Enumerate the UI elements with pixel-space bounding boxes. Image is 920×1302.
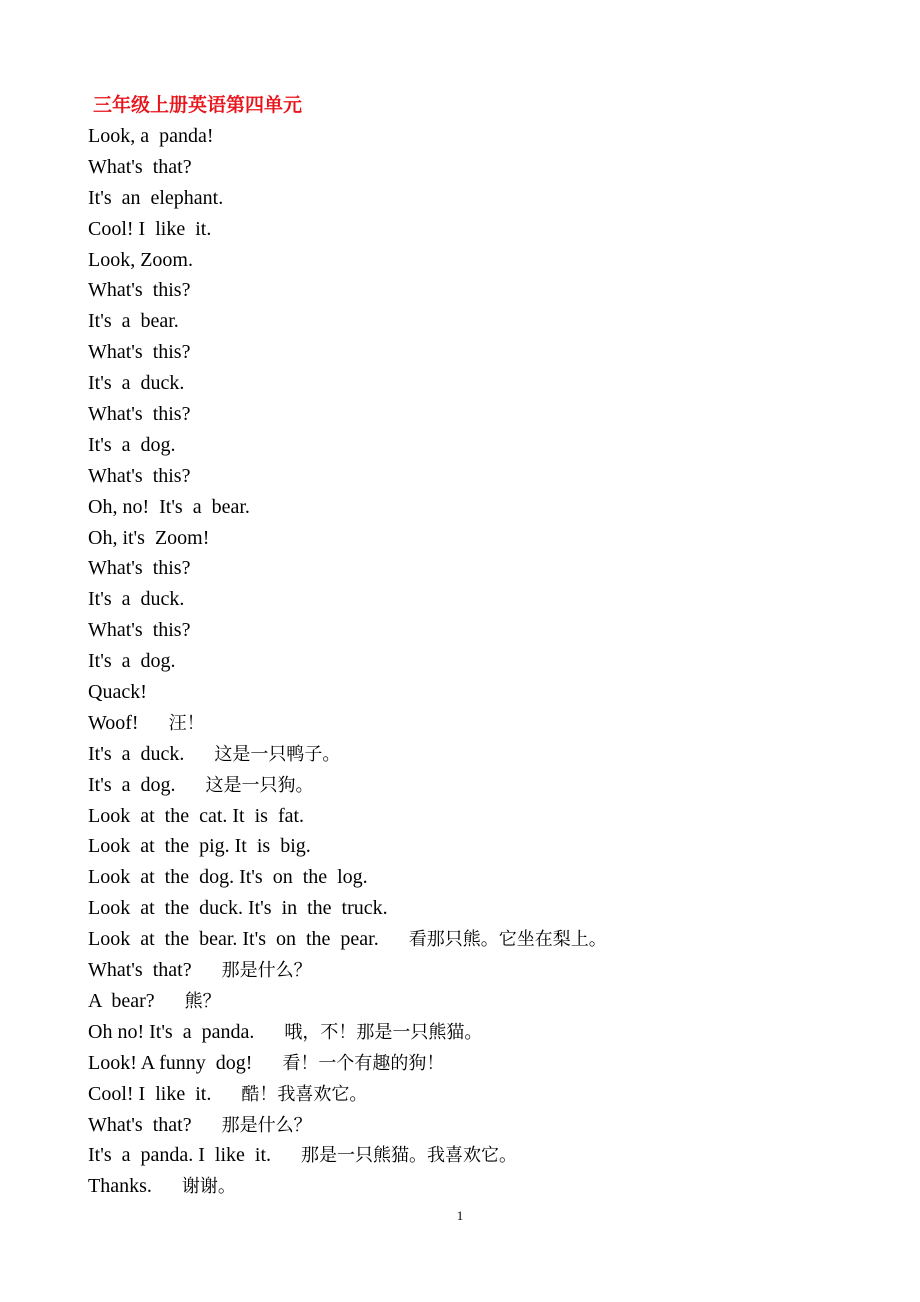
dialogue-line xyxy=(88,924,868,955)
dialogue-line xyxy=(88,893,868,924)
chinese-translation: 谢谢。 xyxy=(181,1176,236,1198)
document-title: 三年级上册英语第四单元 xyxy=(93,94,303,116)
dialogue-line xyxy=(88,183,868,214)
english-text: A bear? xyxy=(88,989,155,1012)
dialogue-line xyxy=(88,121,868,152)
dialogue-line xyxy=(88,986,868,1017)
english-text: It's a dog. xyxy=(88,433,176,456)
dialogue-line xyxy=(88,461,868,492)
english-text: Look! A funny dog! xyxy=(88,1051,253,1074)
english-text: Look, Zoom. xyxy=(88,248,193,271)
english-text: Look at the dog. It's on the log. xyxy=(88,866,368,889)
chinese-translation: 那是一只熊猫。我喜欢它。 xyxy=(301,1145,517,1167)
chinese-translation: 那是什么？ xyxy=(221,960,312,982)
dialogue-line xyxy=(88,1110,868,1141)
english-text: Cool! I like it. xyxy=(88,1082,212,1105)
dialogue-line xyxy=(88,1079,868,1110)
english-text: It's a duck. xyxy=(88,588,185,611)
dialogue-line xyxy=(88,1140,868,1171)
dialogue-line xyxy=(88,337,868,368)
english-text: What's this? xyxy=(88,403,191,426)
dialogue-line xyxy=(88,275,868,306)
english-text: What's this? xyxy=(88,464,191,487)
english-text: What's this? xyxy=(88,341,191,364)
dialogue-line xyxy=(88,708,868,739)
dialogue-line xyxy=(88,523,868,554)
dialogue-line xyxy=(88,831,868,862)
dialogue-line xyxy=(88,1171,868,1202)
dialogue-line xyxy=(88,152,868,183)
english-text: What's this? xyxy=(88,557,191,580)
english-text: Look at the duck. It's in the truck. xyxy=(88,897,388,920)
english-text: Look, a panda! xyxy=(88,125,214,147)
english-text: Oh, no! It's a bear. xyxy=(88,495,250,518)
english-text: Look at the bear. It's on the pear. xyxy=(88,928,379,951)
dialogue-line xyxy=(88,306,868,337)
dialogue-line xyxy=(88,739,868,770)
english-text: It's a duck. xyxy=(88,372,185,395)
chinese-translation: 熊？ xyxy=(184,990,221,1012)
dialogue-line xyxy=(88,1048,868,1079)
chinese-translation: 看！一个有趣的狗！ xyxy=(282,1052,445,1074)
english-text: What's this? xyxy=(88,619,191,642)
chinese-translation: 那是什么？ xyxy=(221,1114,312,1136)
english-text: Oh, it's Zoom! xyxy=(88,526,210,549)
dialogue-line xyxy=(88,1017,868,1048)
chinese-translation: 哦，不！那是一只熊猫。 xyxy=(284,1021,483,1043)
dialogue-line xyxy=(88,770,868,801)
dialogue-line xyxy=(88,399,868,430)
dialogue-lines xyxy=(88,121,868,1202)
english-text: What's this? xyxy=(88,279,191,302)
english-text: It's a duck. xyxy=(88,742,185,765)
english-text: It's a dog. xyxy=(88,773,176,796)
english-text: Thanks. xyxy=(88,1175,152,1198)
dialogue-line xyxy=(88,245,868,276)
dialogue-line xyxy=(88,801,868,832)
chinese-translation: 汪！ xyxy=(168,712,205,734)
english-text: What's that? xyxy=(88,155,192,178)
chinese-translation: 这是一只鸭子。 xyxy=(214,743,341,765)
english-text: Oh no! It's a panda. xyxy=(88,1020,255,1043)
dialogue-line xyxy=(88,677,868,708)
english-text: Cool! I like it. xyxy=(88,217,212,240)
dialogue-line xyxy=(88,553,868,584)
dialogue-line xyxy=(88,862,868,893)
english-text: What's that? xyxy=(88,959,192,982)
chinese-translation: 看那只熊。它坐在梨上。 xyxy=(408,929,607,951)
english-text: Woof! xyxy=(88,711,139,734)
dialogue-line xyxy=(88,955,868,986)
dialogue-line xyxy=(88,584,868,615)
english-text: It's a dog. xyxy=(88,650,176,673)
english-text: Look at the cat. It is fat. xyxy=(88,804,305,827)
english-text: Look at the pig. It is big. xyxy=(88,835,311,858)
english-text: Quack! xyxy=(88,681,147,704)
dialogue-line xyxy=(88,615,868,646)
dialogue-line xyxy=(88,430,868,461)
dialogue-line xyxy=(88,646,868,677)
dialogue-line xyxy=(88,492,868,523)
page-number: 1 xyxy=(456,1208,464,1223)
chinese-translation: 这是一只狗。 xyxy=(205,774,314,796)
english-text: It's a panda. I like it. xyxy=(88,1144,271,1167)
english-text: It's a bear. xyxy=(88,310,179,333)
chinese-translation: 酷！我喜欢它。 xyxy=(241,1083,368,1105)
english-text: It's an elephant. xyxy=(88,186,224,209)
english-text: What's that? xyxy=(88,1113,192,1136)
dialogue-line xyxy=(88,214,868,245)
dialogue-line xyxy=(88,368,868,399)
